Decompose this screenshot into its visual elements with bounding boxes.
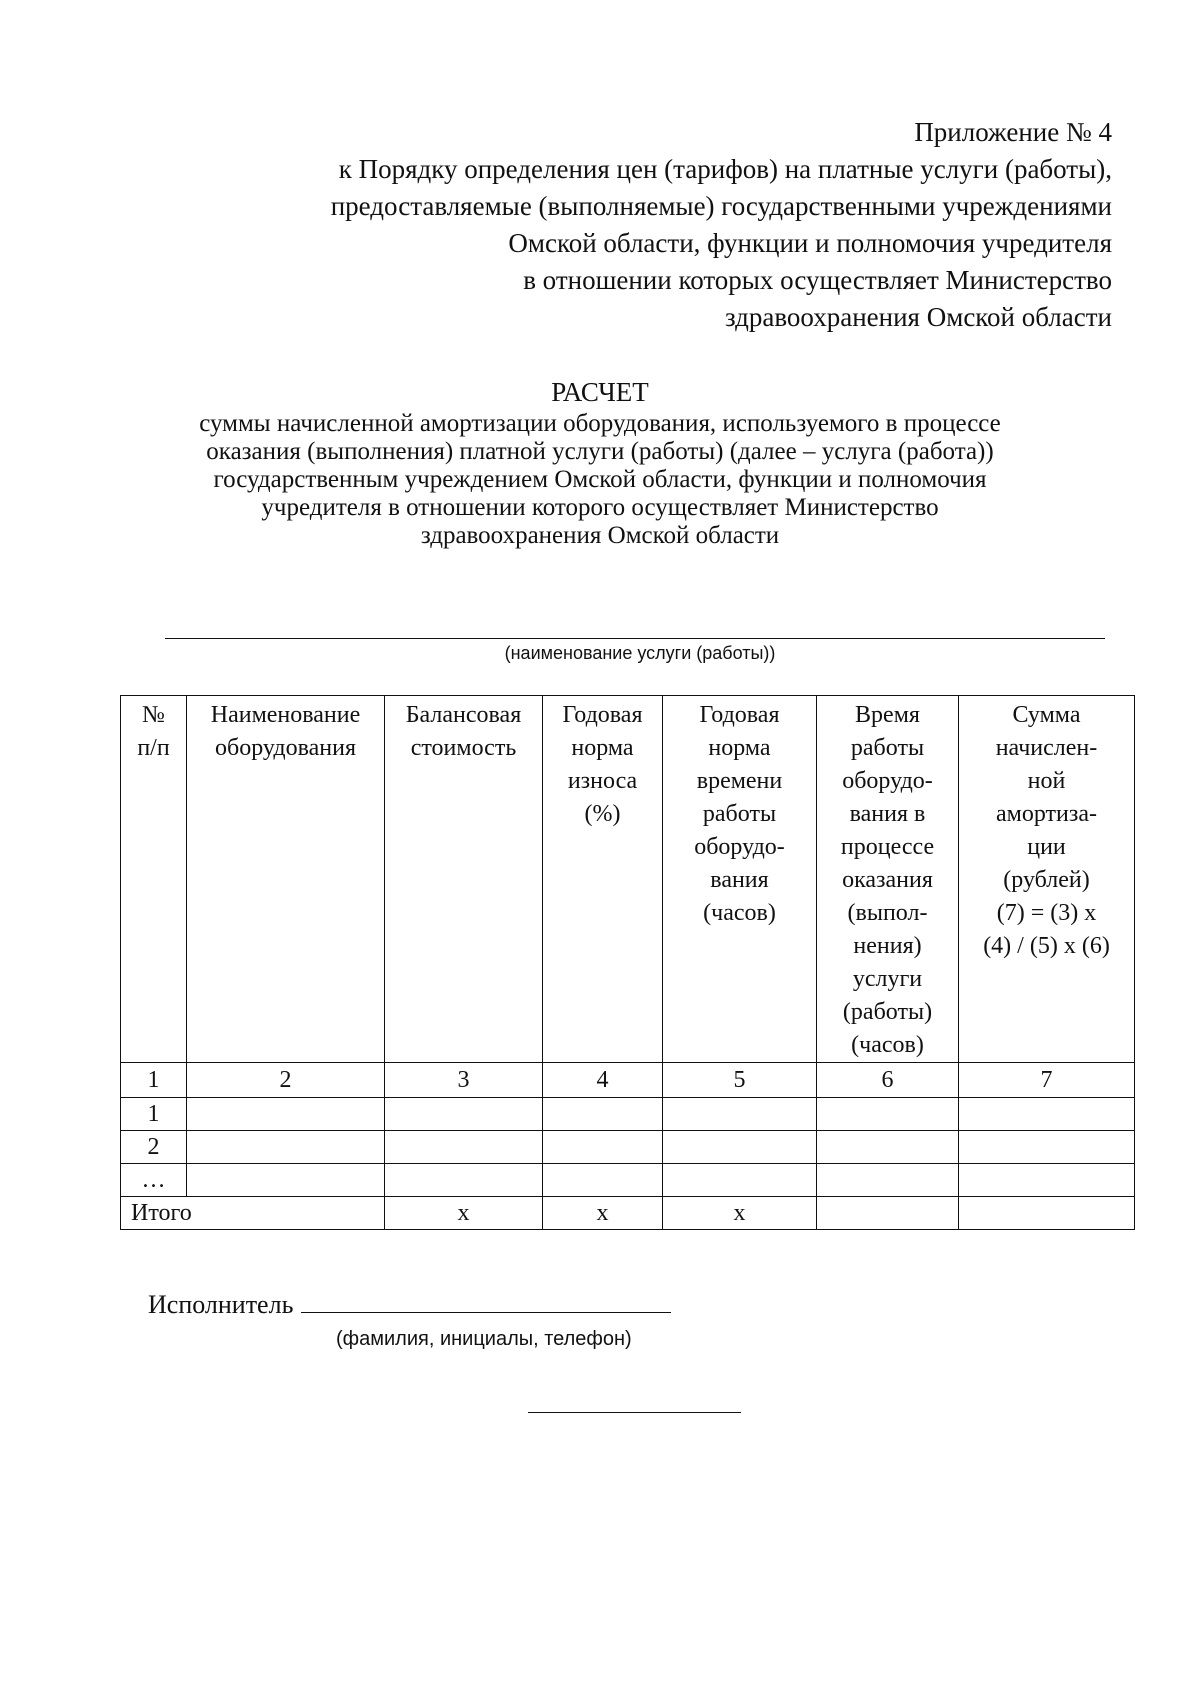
title-line: здравоохранения Омской области — [420, 522, 780, 549]
title-block — [0, 378, 1200, 550]
table-cell[interactable] — [385, 1098, 543, 1131]
table-row — [121, 1098, 1135, 1131]
appendix-line: предоставляемые (выполняемые) государственными учреждениями — [330, 191, 1112, 221]
header-col-2: Наименование оборудования — [187, 696, 385, 1063]
appendix-line: Омской области, функции и полномочия учредителя — [508, 228, 1112, 258]
column-number: 1 — [121, 1063, 187, 1098]
column-number: 6 — [817, 1063, 959, 1098]
header-col-6: Время работы оборудо- вания в процессе оказания (выпол- нения) услуги (работы) (часов) — [817, 696, 959, 1063]
table-header-row — [121, 696, 1135, 1063]
table-cell[interactable] — [187, 1131, 385, 1164]
row-number: 2 — [121, 1131, 187, 1164]
table-cell[interactable] — [543, 1098, 663, 1131]
header-col-7: Сумма начислен- ной амортиза- ции (рублей) (7) = (3) x (4) / (5) x (6) — [959, 696, 1135, 1063]
table-cell[interactable] — [663, 1098, 817, 1131]
executor-caption: (фамилия, инициалы, телефон) — [336, 1328, 632, 1350]
depreciation-table — [120, 695, 1135, 1230]
executor-block — [148, 1290, 671, 1320]
table-cell[interactable] — [959, 1164, 1135, 1197]
table-cell[interactable] — [959, 1098, 1135, 1131]
column-number: 4 — [543, 1063, 663, 1098]
column-number: 7 — [959, 1063, 1135, 1098]
column-number: 3 — [385, 1063, 543, 1098]
header-col-3: Балансовая стоимость — [385, 696, 543, 1063]
appendix-line: к Порядку определения цен (тарифов) на платные услуги (работы), — [338, 154, 1112, 184]
title-line: государственным учреждением Омской области, функции и полномочия — [213, 466, 987, 493]
appendix-line: Приложение № 4 — [914, 117, 1112, 147]
appendix-line: в отношении которых осуществляет Министерство — [523, 265, 1112, 295]
total-cell: x — [543, 1197, 663, 1230]
table-cell[interactable] — [385, 1131, 543, 1164]
total-row — [121, 1197, 1135, 1230]
column-number: 5 — [663, 1063, 817, 1098]
table-row — [121, 1131, 1135, 1164]
header-col-5: Годовая норма времени работы оборудо- вания (часов) — [663, 696, 817, 1063]
table-cell[interactable] — [663, 1164, 817, 1197]
service-name-caption: (наименование услуги (работы)) — [504, 643, 776, 663]
table-cell[interactable] — [959, 1131, 1135, 1164]
executor-field[interactable] — [301, 1290, 671, 1313]
total-cell[interactable] — [959, 1197, 1135, 1230]
title-line: учредителя в отношении которого осуществляет Министерство — [261, 494, 939, 521]
title-line: оказания (выполнения) платной услуги (работы) (далее – услуга (работа)) — [206, 438, 994, 465]
title-line: суммы начисленной амортизации оборудования, используемого в процессе — [199, 410, 1001, 437]
appendix-header — [331, 114, 1112, 336]
table-cell[interactable] — [385, 1164, 543, 1197]
table-cell[interactable] — [663, 1131, 817, 1164]
separator-line — [528, 1412, 741, 1413]
row-number: 1 — [121, 1098, 187, 1131]
table-row — [121, 1164, 1135, 1197]
table-cell[interactable] — [543, 1164, 663, 1197]
header-col-1: № п/п — [121, 696, 187, 1063]
table-cell[interactable] — [817, 1164, 959, 1197]
header-col-4: Годовая норма износа (%) — [543, 696, 663, 1063]
appendix-line: здравоохранения Омской области — [724, 302, 1112, 332]
table-cell[interactable] — [817, 1131, 959, 1164]
column-number: 2 — [187, 1063, 385, 1098]
table-cell[interactable] — [187, 1098, 385, 1131]
column-number-row — [121, 1063, 1135, 1098]
document-title: РАСЧЕТ — [551, 377, 649, 407]
table-cell[interactable] — [187, 1164, 385, 1197]
service-name-field[interactable] — [165, 638, 1105, 639]
total-cell[interactable] — [817, 1197, 959, 1230]
executor-label: Исполнитель — [148, 1290, 294, 1319]
table-cell[interactable] — [817, 1098, 959, 1131]
total-label: Итого — [121, 1197, 385, 1230]
total-cell: x — [663, 1197, 817, 1230]
row-number: … — [121, 1164, 187, 1197]
table-cell[interactable] — [543, 1131, 663, 1164]
total-cell: x — [385, 1197, 543, 1230]
